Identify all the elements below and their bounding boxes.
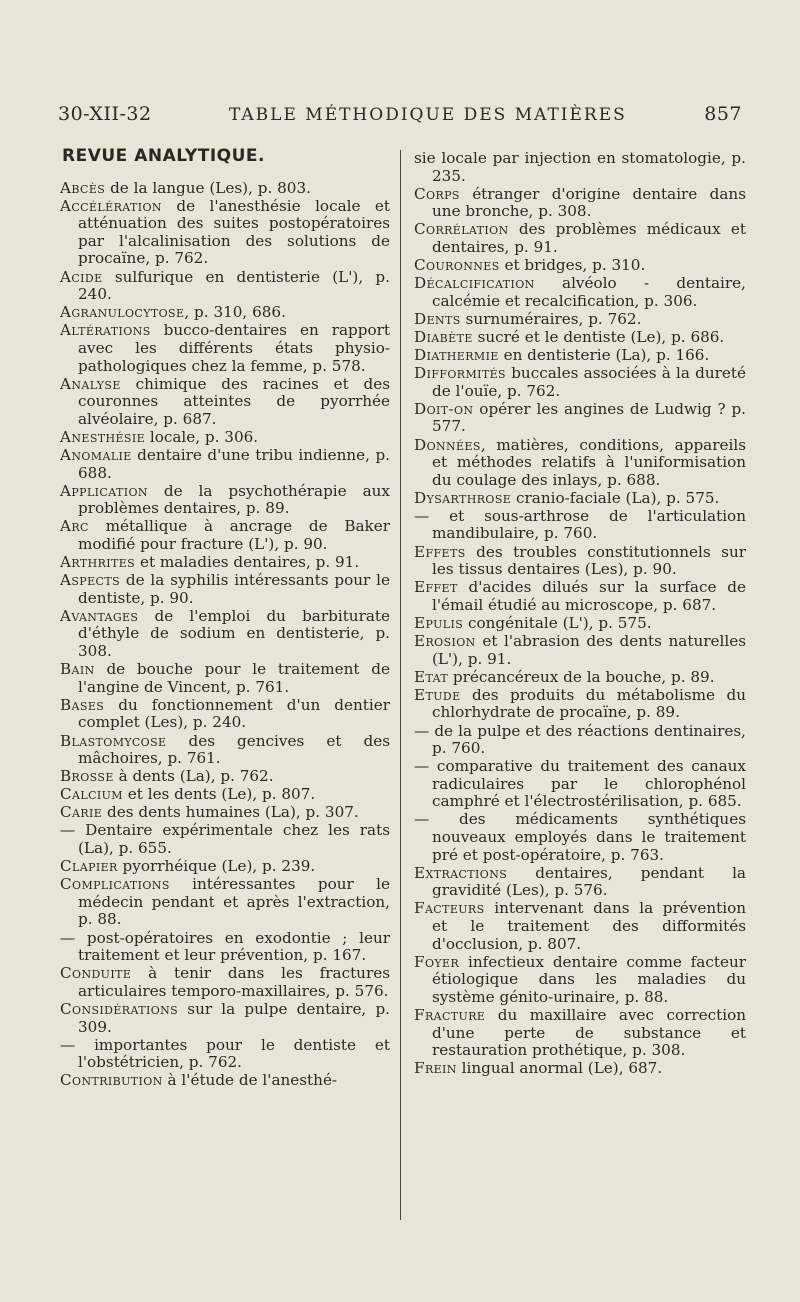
running-head-title: TABLE MÉTHODIQUE DES MATIÈRES: [229, 105, 627, 125]
page-number: 857: [704, 103, 742, 125]
index-entry: [414, 544, 746, 579]
index-entry: [60, 483, 390, 518]
entry-headword: Anomalie: [60, 446, 132, 464]
entry-text: pyorrhéique (Le), p. 239.: [117, 857, 316, 876]
entry-text: alvéolo - dentaire, calcémie et recalcification, p. 306.: [432, 274, 746, 310]
index-entry: [60, 554, 390, 572]
index-entry: [60, 858, 390, 876]
entry-headword: Epulis: [414, 613, 464, 632]
entry-headword: Couronnes: [414, 256, 500, 275]
index-entry: [414, 723, 746, 758]
index-entry: [414, 811, 746, 864]
entry-headword: Extractions: [414, 863, 508, 882]
entry-headword: Accélération: [60, 196, 162, 215]
entry-text: et les dents (Le), p. 807.: [122, 785, 316, 804]
index-entry: [414, 329, 746, 347]
index-entry: [414, 508, 746, 543]
entry-headword: Décalcification: [414, 274, 535, 293]
index-entry: [414, 401, 746, 436]
right-column: [414, 150, 746, 1078]
entry-text: congénitale (L'), p. 575.: [463, 613, 652, 632]
entry-text: précancéreux de la bouche, p. 89.: [448, 667, 715, 686]
running-head: [58, 103, 742, 125]
index-entry: [60, 786, 390, 804]
entry-headword: Diathermie: [414, 346, 499, 365]
entry-text: bucco-dentaires en rapport avec les différents états physio-pathologiques chez la femme, p. 578.: [78, 321, 390, 375]
entry-text: sie locale par injection en stomatologie, p. 235.: [414, 149, 746, 185]
entry-text: sucré et le dentiste (Le), p. 686.: [472, 327, 725, 346]
entry-headword: Complications: [60, 875, 170, 894]
index-entry: [414, 615, 746, 633]
index-entry: [60, 661, 390, 696]
index-entry: [60, 804, 390, 822]
entry-text: — Dentaire expérimentale chez les rats (La), p. 655.: [60, 821, 390, 858]
entry-text: buccales associées à la dureté de l'ouïe, p. 762.: [432, 364, 746, 400]
index-entry: [414, 1007, 746, 1060]
index-entry: [414, 275, 746, 310]
index-entry: [60, 876, 390, 929]
running-head-date: 30-XII-32: [58, 103, 152, 125]
entry-headword: Effets: [414, 542, 466, 561]
entry-text: et bridges, p. 310.: [499, 256, 646, 275]
entry-text: intervenant dans la prévention et le traitement des difformités d'occlusion, p. 807.: [432, 899, 746, 953]
index-entry: [414, 579, 746, 614]
index-entry: [60, 733, 390, 768]
entry-headword: Difformités: [414, 364, 506, 383]
index-entry: [60, 1072, 390, 1090]
index-entry: [414, 669, 746, 687]
index-entry: [414, 633, 746, 668]
index-entry: [60, 1001, 390, 1036]
entry-headword: Conduite: [60, 964, 132, 983]
left-column: [60, 148, 390, 1090]
entry-headword: Facteurs: [414, 899, 485, 918]
index-entry: [414, 490, 746, 508]
index-entry: [60, 1037, 390, 1072]
entry-headword: Dents: [414, 309, 461, 328]
entry-headword: Acide: [60, 267, 103, 286]
entry-text: intéressantes pour le médecin pendant et après l'extraction, p. 88.: [78, 875, 390, 929]
entry-headword: Bases: [60, 695, 105, 714]
entry-text: de la langue (Les), p. 803.: [105, 178, 311, 197]
index-entry: [60, 572, 390, 607]
index-entry: [60, 269, 390, 304]
entry-headword: Corrélation: [414, 220, 509, 239]
entry-headword: Blastomycose: [60, 731, 167, 750]
entry-text: — importantes pour le dentiste et l'obstétricien, p. 762.: [60, 1035, 390, 1072]
entry-headword: Données: [414, 435, 481, 454]
entry-text: — des médicaments synthétiques nouveaux employés dans le traitement pré et post-opératoire, p. 763.: [414, 810, 746, 864]
entry-text: étranger d'origine dentaire dans une bronche, p. 308.: [432, 184, 746, 221]
entry-headword: Arc: [60, 517, 89, 536]
entry-text: opérer les angines de Ludwig ? p. 577.: [432, 399, 746, 436]
entry-text: dentaire d'une tribu indienne, p. 688.: [78, 446, 390, 482]
entry-headword: Effet: [414, 578, 458, 597]
entry-text: à l'étude de l'anesthé-: [162, 1071, 338, 1090]
entry-text: et l'abrasion des dents naturelles (L'), p. 91.: [432, 632, 746, 668]
entry-text: en dentisterie (La), p. 166.: [498, 346, 710, 365]
index-entry: [60, 198, 390, 268]
index-entry: [414, 186, 746, 221]
entry-text: sulfurique en dentisterie (L'), p. 240.: [78, 267, 390, 304]
entry-headword: Carie: [60, 803, 103, 822]
entry-headword: Abcès: [60, 178, 106, 197]
entry-headword: Foyer: [414, 952, 460, 971]
index-entry: [414, 365, 746, 400]
entry-text: de la psychothérapie aux problèmes dentaires, p. 89.: [78, 481, 390, 518]
entry-text: surnuméraires, p. 762.: [460, 309, 642, 328]
entry-headword: Fracture: [414, 1006, 486, 1024]
index-entry: [414, 687, 746, 722]
entry-text: des dents humaines (La), p. 307.: [102, 803, 359, 822]
entry-text: , p. 310, 686.: [184, 303, 286, 322]
index-entry: [414, 221, 746, 256]
entry-text: des troubles constitutionnels sur les tissus dentaires (Les), p. 90.: [432, 542, 746, 579]
entry-headword: Analyse: [60, 374, 121, 393]
entry-text: de l'anesthésie locale et atténuation des suites postopératoires par l'alcalinisation des solutions de procaïne, p. 762.: [78, 196, 390, 268]
index-entry: [414, 150, 746, 185]
entry-text: — comparative du traitement des canaux radiculaires par le chlorophénol camphré et l'électrostérilisation, p. 685.: [414, 757, 746, 811]
entry-text: sur la pulpe dentaire, p. 309.: [78, 999, 390, 1036]
index-entry: [60, 697, 390, 732]
entry-text: et maladies dentaires, p. 91.: [135, 553, 360, 572]
entry-headword: Contribution: [60, 1071, 163, 1090]
entry-headword: Avantages: [60, 606, 139, 625]
entry-headword: Altérations: [60, 321, 151, 340]
index-entry: [414, 954, 746, 1007]
entry-headword: Brosse: [60, 767, 114, 786]
column-divider: [400, 150, 401, 1220]
entry-headword: Clapier: [60, 857, 118, 876]
section-title: REVUE ANALYTIQUE.: [62, 146, 265, 166]
index-entry: [60, 429, 390, 447]
entry-text: cranio-faciale (La), p. 575.: [511, 488, 720, 507]
entry-text: — et sous-arthrose de l'articulation mandibulaire, p. 760.: [414, 506, 746, 543]
index-entry: [60, 447, 390, 482]
index-entry: [60, 768, 390, 786]
index-entry: [414, 437, 746, 490]
entry-text: à tenir dans les fractures articulaires temporo-maxillaires, p. 576.: [78, 964, 390, 1000]
entry-headword: Diabète: [414, 327, 473, 346]
index-entry: [60, 376, 390, 429]
entry-text: — post-opératoires en exodontie ; leur traitement et leur prévention, p. 167.: [60, 928, 390, 965]
entry-headword: Calcium: [60, 785, 123, 804]
entry-text: de bouche pour le traitement de l'angine de Vincent, p. 761.: [78, 660, 390, 696]
entry-headword: Etat: [414, 667, 449, 686]
entry-text: dentaires, pendant la gravidité (Les), p. 576.: [432, 863, 746, 900]
entry-text: infectieux dentaire comme facteur étiologique dans les maladies du système génito-urinaire, p. 88.: [432, 952, 746, 1006]
entry-text: chimique des racines et des couronnes atteintes de pyorrhée alvéolaire, p. 687.: [78, 374, 390, 428]
index-entry: [414, 347, 746, 365]
index-entry: [60, 965, 390, 1000]
entry-headword: Etude: [414, 685, 461, 704]
index-entry: [414, 900, 746, 953]
entry-headword: Considérations: [60, 999, 179, 1018]
entry-headword: Anesthésie: [60, 427, 146, 446]
entry-text: — de la pulpe et des réactions dentinaires, p. 760.: [414, 721, 746, 758]
index-entry: [414, 865, 746, 900]
index-entry: [60, 822, 390, 857]
index-entry: [60, 304, 390, 322]
index-entry: [414, 311, 746, 329]
entry-headword: Agranulocytose: [60, 303, 185, 322]
entry-headword: Frein: [414, 1059, 457, 1078]
entry-text: lingual anormal (Le), 687.: [456, 1059, 663, 1078]
index-entry: [60, 180, 390, 198]
index-entry: [60, 322, 390, 375]
entry-text: à dents (La), p. 762.: [113, 767, 274, 786]
entry-text: des problèmes médicaux et dentaires, p. 91.: [432, 220, 746, 256]
entry-text: de la syphilis intéressants pour le dentiste, p. 90.: [78, 571, 390, 607]
entry-text: , matières, conditions, appareils et méthodes relatifs à l'uniformisation du coulage des inlays, p. 688.: [432, 435, 746, 489]
entry-text: d'acides dilués sur la surface de l'émail étudié au microscope, p. 687.: [432, 578, 746, 614]
entry-text: du maxillaire avec correction d'une perte de substance et restauration prothétique, p. 308.: [432, 1006, 746, 1060]
index-entry: [414, 1060, 746, 1078]
index-entry: [60, 518, 390, 553]
entry-text: du fonctionnement d'un dentier complet (Les), p. 240.: [78, 695, 390, 732]
entry-text: des produits du métabolisme du chlorhydrate de procaïne, p. 89.: [432, 685, 746, 722]
index-entry: [414, 758, 746, 811]
entry-headword: Erosion: [414, 632, 476, 651]
index-entry: [60, 930, 390, 965]
entry-headword: Corps: [414, 184, 460, 203]
entry-text: locale, p. 306.: [145, 427, 259, 446]
index-entry: [414, 257, 746, 275]
entry-headword: Doit-on: [414, 399, 474, 418]
entry-text: métallique à ancrage de Baker modifié pour fracture (L'), p. 90.: [78, 517, 390, 553]
entry-headword: Dysarthrose: [414, 488, 512, 507]
entry-text: des gencives et des mâchoires, p. 761.: [78, 731, 390, 768]
entry-headword: Bain: [60, 660, 95, 679]
entry-headword: Arthrites: [60, 553, 136, 572]
entry-text: de l'emploi du barbiturate d'éthyle de sodium en dentisterie, p. 308.: [78, 606, 390, 661]
index-entry: [60, 608, 390, 661]
entry-headword: Aspects: [60, 571, 121, 590]
entry-headword: Application: [60, 481, 148, 500]
